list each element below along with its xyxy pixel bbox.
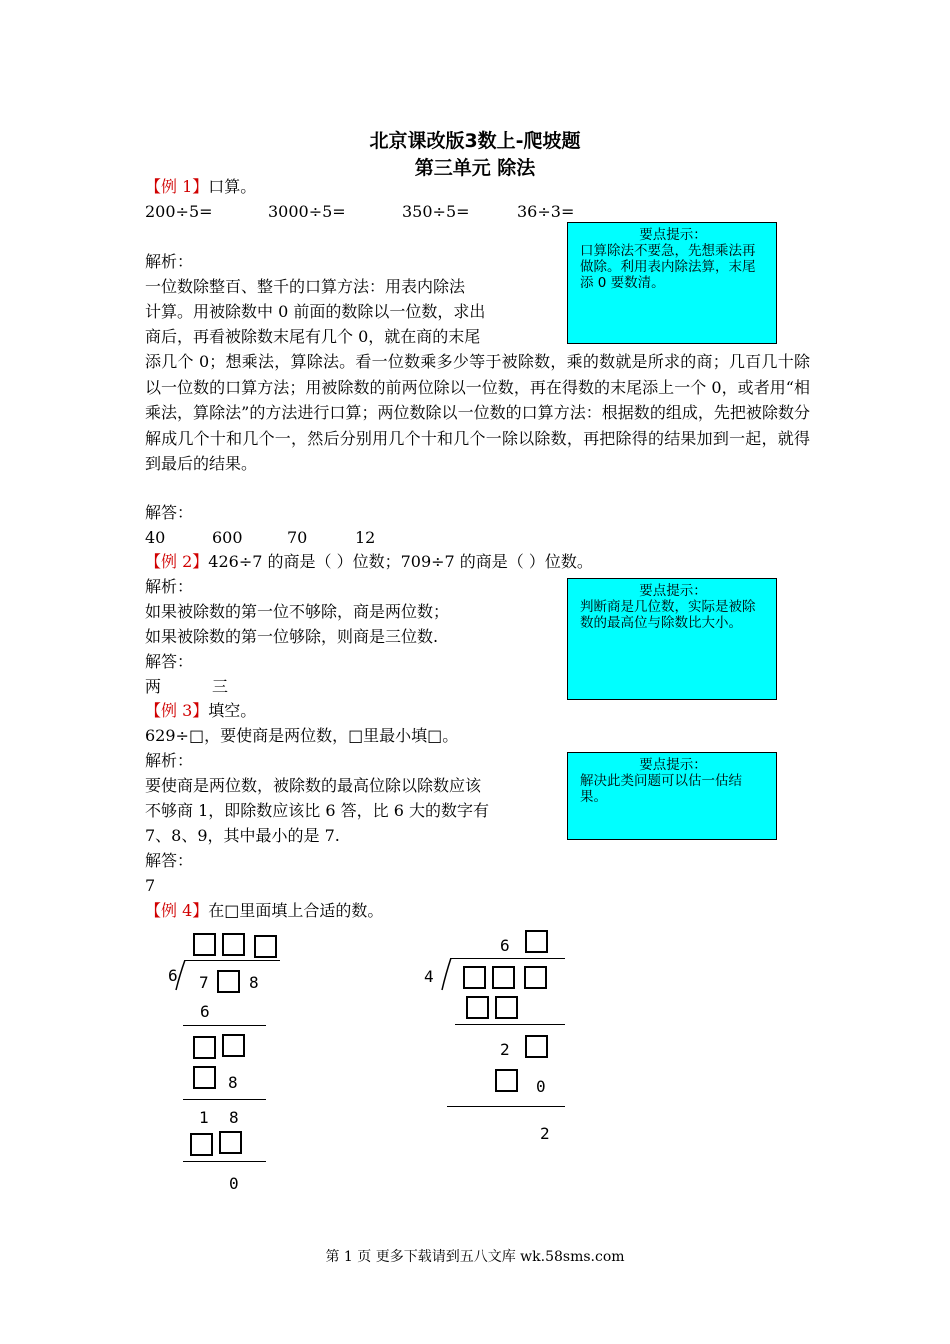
subtraction-line: [447, 1106, 565, 1107]
step-box: [525, 1035, 548, 1058]
division-bar: [185, 960, 280, 961]
example3-tag: 【例 3】: [145, 701, 209, 720]
example2-heading: [145, 549, 593, 574]
dividend-box: [463, 966, 486, 989]
step-box: [193, 1066, 216, 1089]
example1-answer-4: 12: [355, 528, 376, 547]
example2-prompt: 426÷7 的商是（ ）位数；709÷7 的商是（ ）位数。: [208, 552, 593, 571]
example3-tip-heading: 要点提示：: [639, 757, 707, 773]
example1-problem-1: 200÷5=: [145, 202, 213, 221]
example3-heading: [145, 698, 256, 723]
step-box: [219, 1131, 242, 1154]
step-box: [193, 1036, 216, 1059]
right-step3-last: 0: [536, 1077, 546, 1096]
example3-question: 629÷□，要使商是两位数，□里最小填□。: [145, 726, 459, 745]
subtraction-line: [455, 1024, 565, 1025]
right-remainder: 2: [540, 1124, 550, 1143]
example1-tip-body: 口算除法不要急，先想乘法再做除。利用表内除法算，末尾添 0 要数清。: [580, 243, 756, 291]
example2-answer-label: 解答：: [145, 652, 194, 671]
step-box: [222, 1034, 245, 1057]
left-dividend-last: 8: [249, 973, 259, 992]
subtraction-line: [183, 1099, 266, 1100]
example2-tip-body: 判断商是几位数，实际是被除数的最高位与除数比大小。: [580, 599, 756, 631]
left-step3-b: 8: [229, 1108, 239, 1127]
example2-answer-1: 两: [145, 677, 162, 696]
example4-heading: [145, 898, 383, 923]
step-box: [190, 1133, 213, 1156]
left-step2-last: 8: [228, 1073, 238, 1092]
subtraction-line: [183, 1025, 266, 1026]
right-quotient-first: 6: [500, 936, 510, 955]
example1-prompt: 口算。: [208, 177, 257, 196]
example1-analysis-line-1: 一位数除整百、整千的口算方法：用表内除法: [145, 277, 466, 296]
example2-analysis-line-1: 如果被除数的第一位不够除，商是两位数；: [145, 602, 450, 621]
example1-problem-2: 3000÷5=: [268, 202, 346, 221]
page-subtitle: 第三单元 除法: [414, 157, 536, 179]
example1-analysis-line-2: 计算。用被除数中 0 前面的数除以一位数，求出: [145, 302, 486, 321]
example1-answer-2: 600: [212, 528, 243, 547]
dividend-box: [524, 966, 547, 989]
left-dividend-first: 7: [199, 973, 209, 992]
step-box: [495, 1069, 518, 1092]
example3-answer: 7: [145, 876, 156, 895]
example3-tip-body: 解决此类问题可以估一估结果。: [580, 773, 742, 805]
example1-tip-box: [567, 222, 777, 344]
example3-analysis-line-3: 7、8、9，其中最小的是 7.: [145, 826, 340, 845]
subtraction-line: [183, 1161, 266, 1162]
page-footer: 第 1 页 更多下载请到五八文库 wk.58sms.com: [325, 1249, 625, 1265]
example1-problem-4: 36÷3=: [517, 202, 575, 221]
example1-answer-3: 70: [287, 528, 308, 547]
example1-analysis-line-3: 商后，再看被除数末尾有几个 0，就在商的末尾: [145, 327, 481, 346]
division-bar: [450, 958, 565, 959]
example2-tip-heading: 要点提示：: [639, 583, 707, 599]
quotient-box: [193, 933, 216, 956]
quotient-box: [525, 930, 548, 953]
example2-analysis-label: 解析：: [145, 577, 194, 596]
example2-analysis-line-2: 如果被除数的第一位够除，则商是三位数.: [145, 627, 439, 646]
example1-tag: 【例 1】: [145, 177, 209, 196]
example1-problem-3: 350÷5=: [402, 202, 470, 221]
example1-analysis-paragraph: 添几个 0；想乘法，算除法。看一位数乘多少等于被除数，乘的数就是所求的商；几百几十除以一位数的口算方法；用被除数的前两位除以一位数，再在得数的末尾添上一个 0，或者用“相乘法，算除法”的方法进行口算；两位数除以一位数的口算方法：根据数的组成，先把被除数分解成几个十和几个一，然后分别用几个十和几个一除以除数，再把除得的结果加到一起，就得到最后的结果。: [145, 352, 810, 473]
left-remainder: 0: [229, 1174, 239, 1193]
example3-analysis-label: 解析：: [145, 751, 194, 770]
example2-answer-2: 三: [212, 677, 229, 696]
example1-analysis-label: 解析：: [145, 252, 194, 271]
example3-tip-box: [567, 752, 777, 840]
quotient-box: [254, 935, 277, 958]
example3-answer-label: 解答：: [145, 851, 194, 870]
example2-tag: 【例 2】: [145, 552, 209, 571]
example3-analysis-line-1: 要使商是两位数，被除数的最高位除以除数应该: [145, 776, 482, 795]
step-box: [495, 996, 518, 1019]
left-step3-a: 1: [199, 1108, 209, 1127]
division-bracket: [440, 958, 454, 992]
left-divisor: 6: [168, 966, 178, 985]
right-step2-first: 2: [500, 1040, 510, 1059]
right-divisor: 4: [424, 967, 434, 986]
example2-tip-box: [567, 578, 777, 700]
example4-tag: 【例 4】: [145, 901, 209, 920]
example1-tip-heading: 要点提示：: [639, 227, 707, 243]
example4-prompt: 在□里面填上合适的数。: [208, 901, 384, 920]
example1-heading: [145, 174, 256, 199]
dividend-box: [492, 966, 515, 989]
step-box: [466, 996, 489, 1019]
left-step1: 6: [200, 1002, 210, 1021]
example1-answer-1: 40: [145, 528, 166, 547]
page-title: 北京课改版3数上-爬坡题: [369, 130, 581, 152]
example3-prompt: 填空。: [208, 701, 257, 720]
example1-answer-label: 解答：: [145, 503, 194, 522]
dividend-box: [217, 970, 240, 993]
quotient-box: [222, 933, 245, 956]
example3-analysis-line-2: 不够商 1，即除数应该比 6 答，比 6 大的数字有: [145, 801, 489, 820]
